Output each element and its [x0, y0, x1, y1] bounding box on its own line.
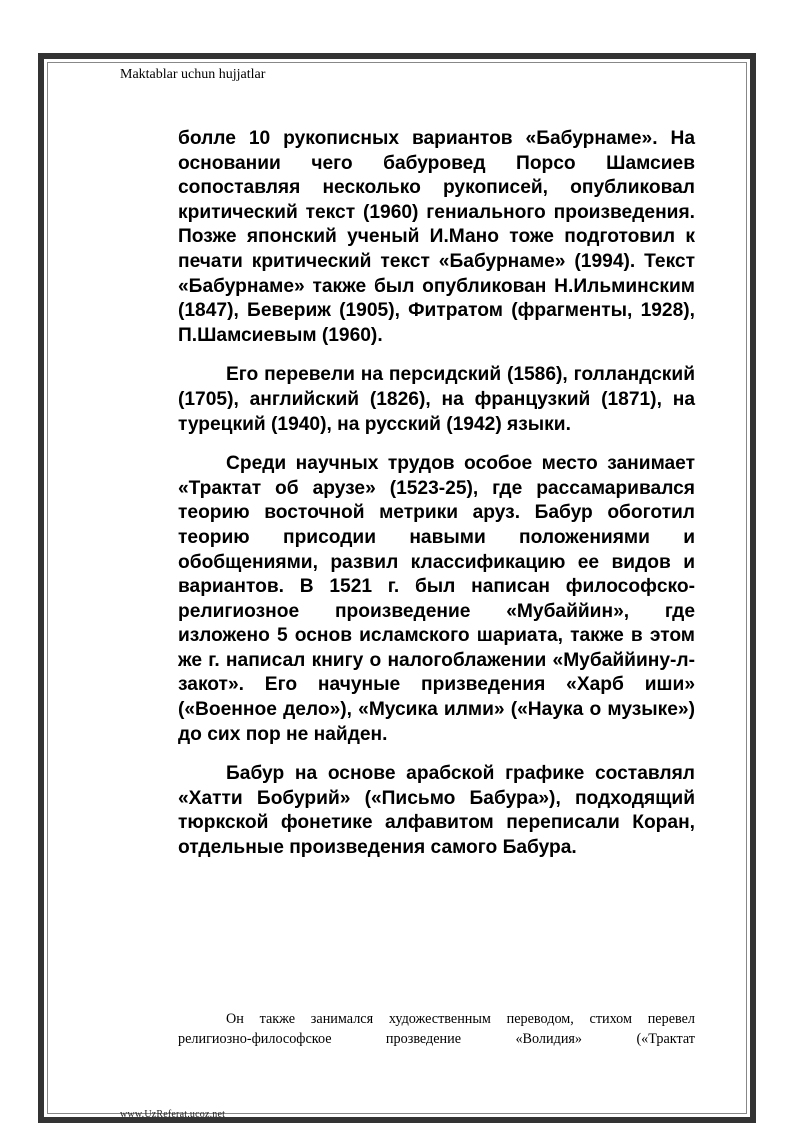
paragraph-translation-work: Он также занимался художественным переводом, стихом перевел религиозно-философское прозведение «Волидия» («Трактат — [178, 1011, 695, 1047]
page-footer: www.UzReferat.ucoz.net — [120, 1109, 226, 1120]
document-page — [38, 53, 756, 1123]
document-body — [178, 127, 695, 876]
paragraph-translations: Его перевели на персидский (1586), голландский (1705), английский (1826), на французкий (1871), на турецкий (1940), на русский (1942) языки. — [178, 364, 695, 435]
paragraph-alphabet: Бабур на основе арабской графике составлял «Хатти Бобурий» («Письмо Бабура»), подходящий тюркской фонетике алфавитом переписали Коран, отдельные произведения самого Бабура. — [178, 763, 695, 859]
paragraph-manuscripts: болле 10 рукописных вариантов «Бабурнаме». На основании чего бабуровед Порсо Шамсиев сопоставляя несколько рукописей, опубликовал критический текст (1960) гениального произведения. Позже японский ученый И.Мано тоже подготовил к печати критический текст «Бабурнаме» (1994). Текст «Бабурнаме» также был опубликован Н.Ильминским (1847), Бевериж (1905), Фитратом (фрагменты, 1928), П.Шамсиевым (1960). — [178, 128, 695, 346]
paragraph-scientific-works: Среди научных трудов особое место занимает «Трактат об арузе» (1523-25), где рассамаривался теорию восточной метрики аруз. Бабур обоготил теорию присодии навыми положениями и обобщениями, развил классификацию ее видов и вариантов. В 1521 г. был написан философско-религиозное произведение «Мубаййин», где изложено 5 основ исламского шариата, также в этом же г. написал книгу о налогоблажении «Мубаййину-л-закот». Его начуные призведения «Харб иши» («Военное дело»), «Мусика илми» («Наука о музыке») до сих пор не найден. — [178, 453, 695, 745]
page-header: Maktablar uchun hujjatlar — [120, 67, 266, 82]
